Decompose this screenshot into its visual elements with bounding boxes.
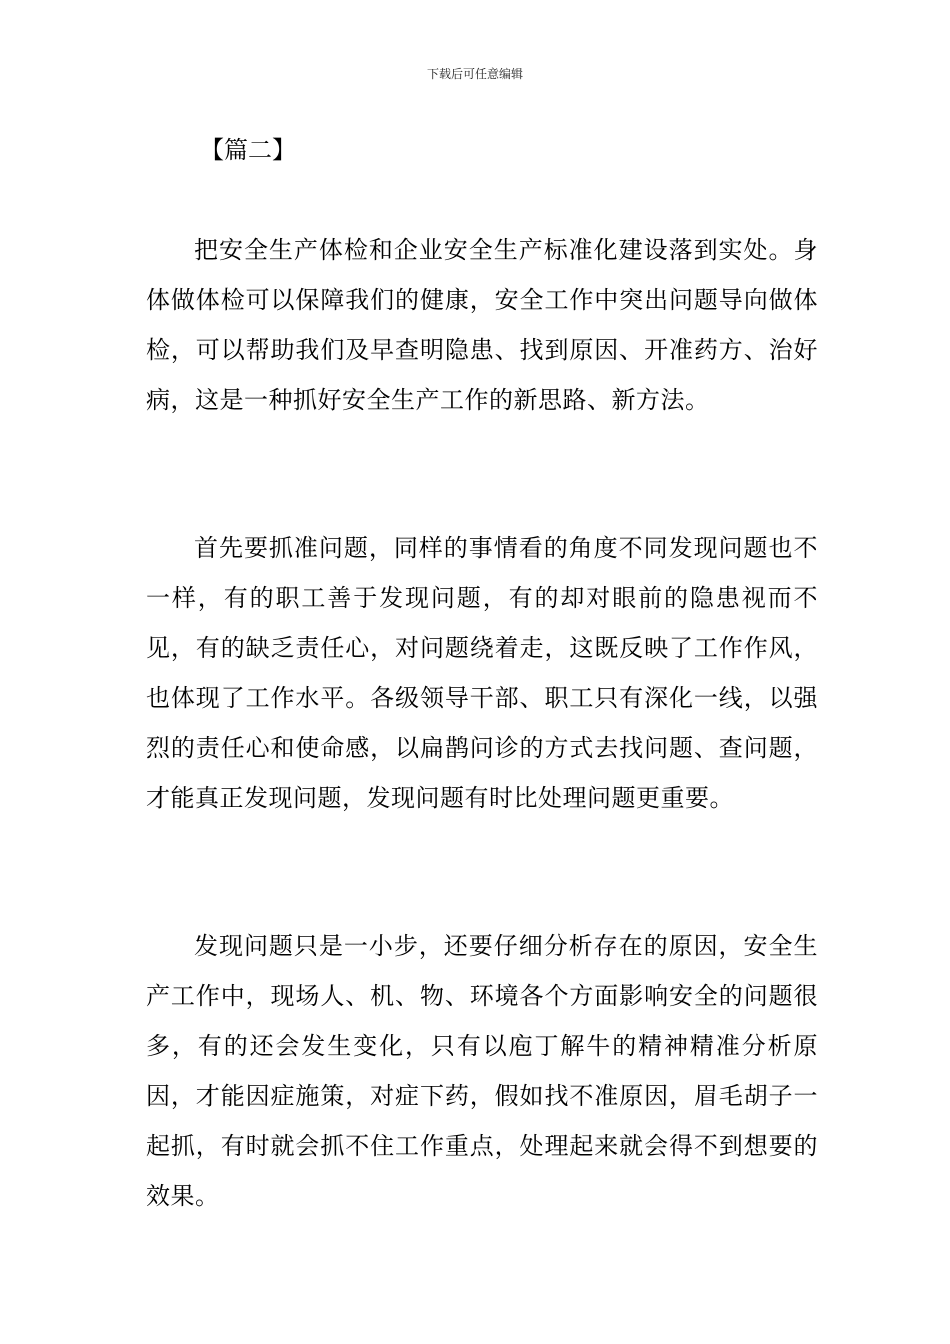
paragraph-1: 把安全生产体检和企业安全生产标准化建设落到实处。身体做体检可以保障我们的健康，安全工作中突出问题导向做体检，可以帮助我们及早查明隐患、找到原因、开准药方、治好病，这是一种抓好安全生产工作的新思路、新方法。 (146, 236, 818, 414)
paragraph-2: 首先要抓准问题，同样的事情看的角度不同发现问题也不一样，有的职工善于发现问题，有的却对眼前的隐患视而不见，有的缺乏责任心，对问题绕着走，这既反映了工作作风，也体现了工作水平。各级领导干部、职工只有深化一线，以强烈的责任心和使命感，以扁鹊问诊的方式去找问题、查问题，才能真正发现问题，发现问题有时比处理问题更重要。 (146, 534, 818, 812)
section-heading: 【篇二】 (200, 136, 296, 164)
paragraph-3: 发现问题只是一小步，还要仔细分析存在的原因，安全生产工作中，现场人、机、物、环境各个方面影响安全的问题很多，有的还会发生变化，只有以庖丁解牛的精神精准分析原因，才能因症施策，对症下药，假如找不准原因，眉毛胡子一起抓，有时就会抓不住工作重点，处理起来就会得不到想要的效果。 (146, 932, 818, 1210)
header-note: 下载后可任意编辑 (426, 67, 523, 81)
